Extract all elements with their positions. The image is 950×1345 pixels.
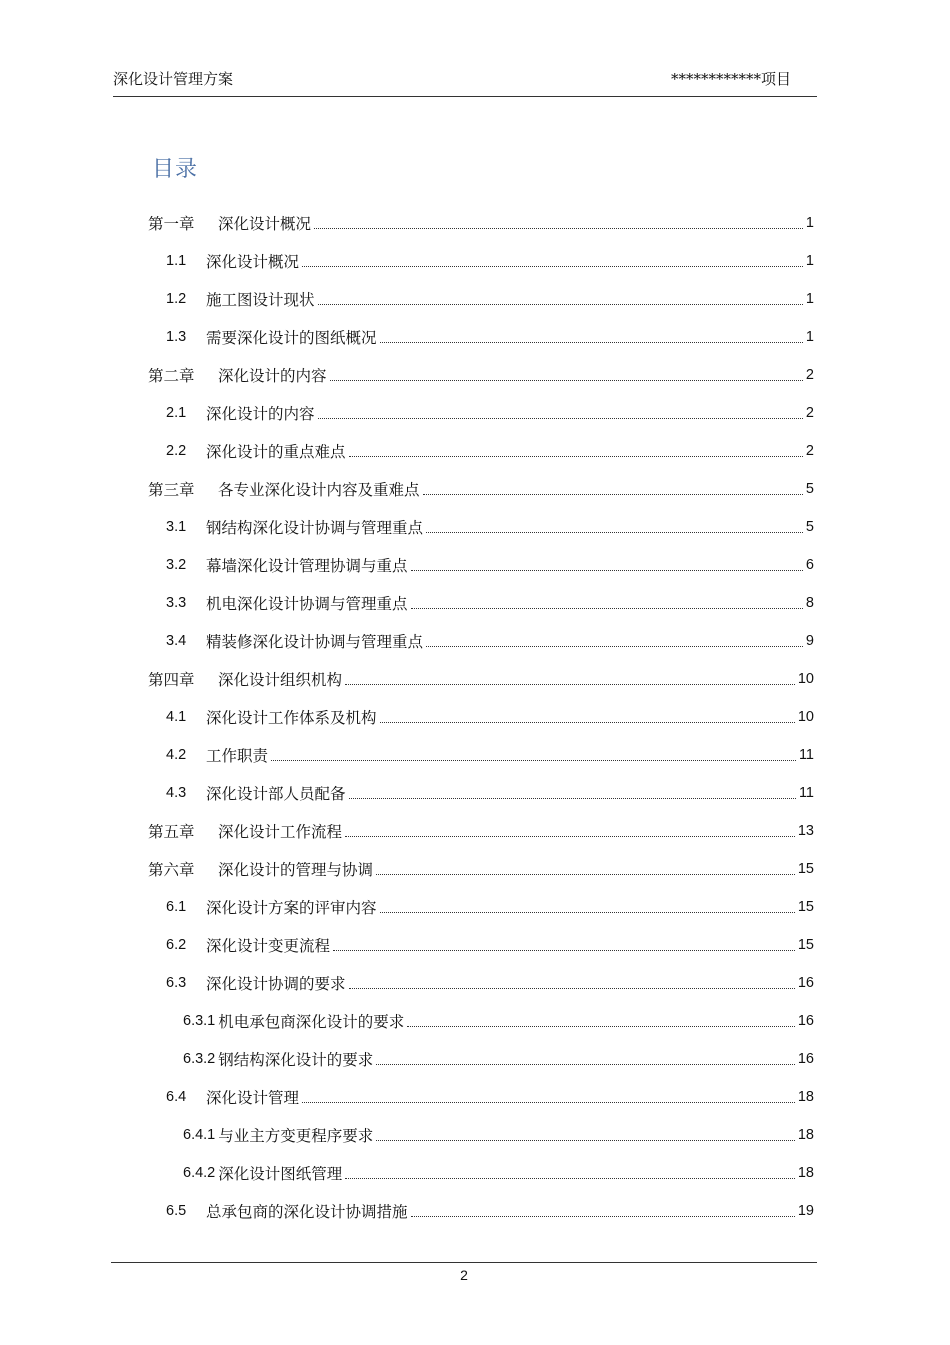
- toc-entry-title: 深化设计的内容: [206, 405, 315, 423]
- toc-entry[interactable]: [148, 242, 814, 280]
- page-header: [113, 66, 817, 97]
- header-project-name: ************项目: [670, 70, 791, 88]
- toc-entry-number: 第六章: [148, 861, 195, 879]
- toc-entry-title: 各专业深化设计内容及重难点: [218, 481, 420, 499]
- toc-entry-number: 3.4: [166, 633, 187, 649]
- toc-dot-leader: [380, 911, 795, 913]
- toc-entry-page: 11: [798, 785, 814, 801]
- toc-entry-number: 6.3: [166, 975, 187, 991]
- toc-entry-page: 15: [797, 937, 814, 953]
- toc-entry-title: 深化设计图纸管理: [218, 1165, 343, 1183]
- toc-entry-number: 6.1: [166, 899, 187, 915]
- toc-entry-title: 钢结构深化设计协调与管理重点: [206, 519, 424, 537]
- toc-entry-number: 6.3.1: [183, 1013, 216, 1029]
- toc-entry-page: 1: [805, 329, 814, 345]
- toc-entry[interactable]: [148, 204, 814, 242]
- toc-entry-page: 16: [797, 975, 814, 991]
- toc-entry-title: 深化设计部人员配备: [206, 785, 346, 803]
- toc-entry-number: 2.2: [166, 443, 187, 459]
- toc-dot-leader: [318, 417, 803, 419]
- toc-entry-number: 第四章: [148, 671, 195, 689]
- toc-entry-number: 第二章: [148, 367, 195, 385]
- toc-entry-page: 16: [797, 1013, 814, 1029]
- toc-entry-title: 深化设计的内容: [218, 367, 327, 385]
- toc-dot-leader: [345, 1177, 795, 1179]
- toc-entry[interactable]: [148, 546, 814, 584]
- toc-entry[interactable]: [148, 1078, 814, 1116]
- toc-dot-leader: [345, 835, 795, 837]
- toc-entry-title: 深化设计工作流程: [218, 823, 343, 841]
- footer-page-number: 2: [460, 1267, 468, 1283]
- toc-entry[interactable]: [148, 1040, 814, 1078]
- toc-entry[interactable]: [148, 660, 814, 698]
- toc-entry-number: 2.1: [166, 405, 187, 421]
- toc-entry-page: 15: [797, 861, 814, 877]
- toc-entry-page: 10: [797, 671, 814, 687]
- toc-entry[interactable]: [148, 850, 814, 888]
- toc-entry-number: 第一章: [148, 215, 195, 233]
- toc-entry-number: 3.1: [166, 519, 187, 535]
- toc-entry[interactable]: [148, 736, 814, 774]
- toc-entry-title: 深化设计组织机构: [218, 671, 343, 689]
- toc-entry-page: 18: [797, 1089, 814, 1105]
- toc-entry-title: 深化设计方案的评审内容: [206, 899, 377, 917]
- toc-dot-leader: [302, 1101, 795, 1103]
- toc-entry-page: 5: [805, 519, 814, 535]
- toc-entry-number: 第五章: [148, 823, 195, 841]
- toc-entry[interactable]: [148, 622, 814, 660]
- toc-entry[interactable]: [148, 394, 814, 432]
- toc-entry-page: 11: [798, 747, 814, 763]
- toc-entry[interactable]: [148, 508, 814, 546]
- toc-entry[interactable]: [148, 432, 814, 470]
- toc-entry-number: 第三章: [148, 481, 195, 499]
- toc-entry-number: 1.1: [166, 253, 187, 269]
- toc-dot-leader: [426, 531, 803, 533]
- toc-dot-leader: [380, 721, 795, 723]
- toc-dot-leader: [302, 265, 803, 267]
- toc-entry-title: 幕墙深化设计管理协调与重点: [206, 557, 408, 575]
- toc-entry[interactable]: [148, 964, 814, 1002]
- toc-entry-title: 总承包商的深化设计协调措施: [206, 1203, 408, 1221]
- toc-entry[interactable]: [148, 1192, 814, 1230]
- toc-dot-leader: [314, 227, 803, 229]
- toc-entry-title: 与业主方变更程序要求: [218, 1127, 374, 1145]
- toc-entry-page: 18: [797, 1165, 814, 1181]
- toc-entry-page: 15: [797, 899, 814, 915]
- toc-entry[interactable]: [148, 774, 814, 812]
- toc-entry-number: 6.4.2: [183, 1165, 216, 1181]
- toc-entry-title: 工作职责: [206, 747, 269, 765]
- toc-entry-page: 1: [805, 253, 814, 269]
- toc-entry-number: 1.2: [166, 291, 187, 307]
- toc-entry[interactable]: [148, 280, 814, 318]
- toc-entry-page: 1: [805, 291, 814, 307]
- toc-entry-number: 6.2: [166, 937, 187, 953]
- footer-divider: [111, 1262, 817, 1263]
- toc-entry[interactable]: [148, 318, 814, 356]
- toc-entry[interactable]: [148, 470, 814, 508]
- toc-entry[interactable]: [148, 1154, 814, 1192]
- toc-entry-title: 施工图设计现状: [206, 291, 315, 309]
- toc-dot-leader: [349, 797, 796, 799]
- toc-entry-number: 3.3: [166, 595, 187, 611]
- toc-entry-number: 1.3: [166, 329, 187, 345]
- toc-entry-page: 19: [797, 1203, 814, 1219]
- toc-dot-leader: [411, 1215, 795, 1217]
- toc-entry-number: 6.3.2: [183, 1051, 216, 1067]
- toc-entry-number: 4.3: [166, 785, 187, 801]
- toc-entry-title: 机电承包商深化设计的要求: [218, 1013, 405, 1031]
- toc-entry-title: 机电深化设计协调与管理重点: [206, 595, 408, 613]
- toc-entry-title: 精装修深化设计协调与管理重点: [206, 633, 424, 651]
- toc-entry[interactable]: [148, 1002, 814, 1040]
- toc-entry-title: 需要深化设计的图纸概况: [206, 329, 377, 347]
- toc-entry-title: 深化设计工作体系及机构: [206, 709, 377, 727]
- toc-entry-page: 18: [797, 1127, 814, 1143]
- toc-entry-number: 6.4.1: [183, 1127, 216, 1143]
- toc-entry-title: 深化设计的管理与协调: [218, 861, 374, 879]
- toc-entry-title: 深化设计变更流程: [206, 937, 331, 955]
- toc-entry-page: 1: [805, 215, 814, 231]
- toc-entry-page: 10: [797, 709, 814, 725]
- toc-dot-leader: [407, 1025, 795, 1027]
- toc-entry-title: 深化设计概况: [218, 215, 312, 233]
- toc-entry-number: 6.5: [166, 1203, 187, 1219]
- toc-entry[interactable]: [148, 584, 814, 622]
- toc-entry-number: 3.2: [166, 557, 187, 573]
- toc-entry-page: 9: [805, 633, 814, 649]
- toc-entry-page: 13: [797, 823, 814, 839]
- toc-dot-leader: [411, 569, 803, 571]
- toc-entry[interactable]: [148, 356, 814, 394]
- toc-dot-leader: [333, 949, 795, 951]
- toc-dot-leader: [423, 493, 803, 495]
- toc-entry-title: 深化设计协调的要求: [206, 975, 346, 993]
- toc-title: 目录: [152, 157, 199, 182]
- toc-entry[interactable]: [148, 1116, 814, 1154]
- toc-dot-leader: [349, 987, 795, 989]
- toc-dot-leader: [330, 379, 803, 381]
- toc-entry-page: 2: [805, 405, 814, 421]
- table-of-contents: [148, 204, 814, 1230]
- toc-entry-number: 4.1: [166, 709, 187, 725]
- toc-dot-leader: [380, 341, 803, 343]
- toc-dot-leader: [271, 759, 796, 761]
- toc-entry[interactable]: [148, 812, 814, 850]
- toc-dot-leader: [345, 683, 795, 685]
- header-document-title: 深化设计管理方案: [113, 70, 234, 88]
- toc-entry-page: 8: [805, 595, 814, 611]
- toc-entry-title: 钢结构深化设计的要求: [218, 1051, 374, 1069]
- toc-dot-leader: [376, 873, 795, 875]
- toc-entry-title: 深化设计管理: [206, 1089, 300, 1107]
- toc-entry-page: 2: [805, 367, 814, 383]
- toc-dot-leader: [349, 455, 803, 457]
- toc-dot-leader: [411, 607, 803, 609]
- toc-dot-leader: [376, 1063, 795, 1065]
- toc-entry-page: 6: [805, 557, 814, 573]
- toc-entry-number: 6.4: [166, 1089, 187, 1105]
- toc-entry[interactable]: [148, 926, 814, 964]
- toc-entry-number: 4.2: [166, 747, 187, 763]
- toc-entry-title: 深化设计的重点难点: [206, 443, 346, 461]
- toc-entry[interactable]: [148, 698, 814, 736]
- toc-dot-leader: [318, 303, 803, 305]
- toc-entry-page: 5: [805, 481, 814, 497]
- toc-dot-leader: [426, 645, 803, 647]
- toc-entry-page: 16: [797, 1051, 814, 1067]
- toc-entry-title: 深化设计概况: [206, 253, 300, 271]
- toc-entry[interactable]: [148, 888, 814, 926]
- toc-entry-page: 2: [805, 443, 814, 459]
- toc-dot-leader: [376, 1139, 795, 1141]
